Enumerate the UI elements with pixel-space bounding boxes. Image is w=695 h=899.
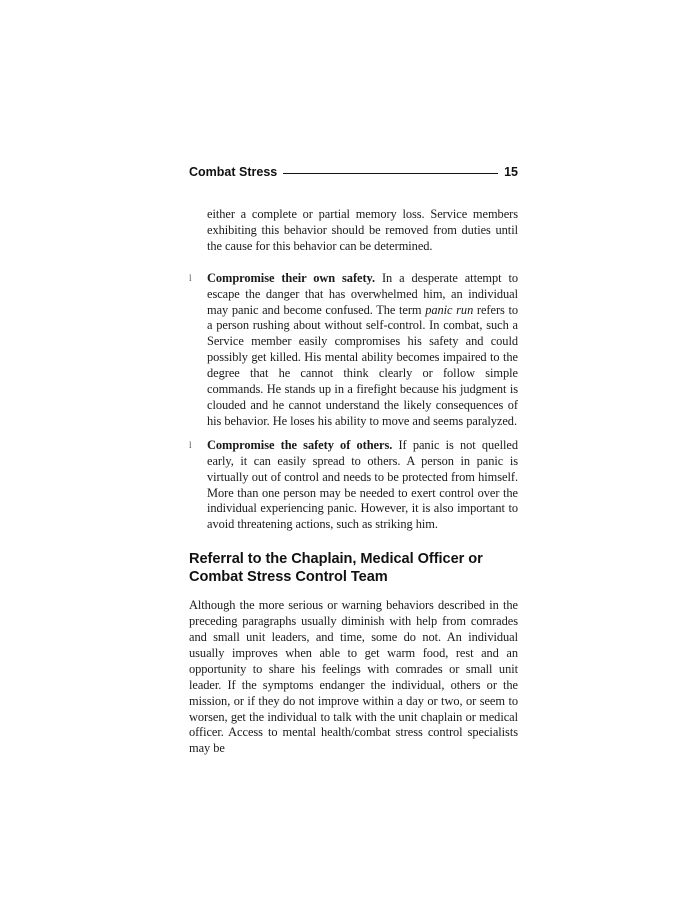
- bullet-item-safety-of-others: [189, 437, 518, 533]
- running-head-rule: [283, 173, 498, 174]
- page-content: [189, 207, 518, 757]
- bullet-text: In a desperate attempt to escape the danger that has overwhelmed him, an individual may panic and become confused. The term: [207, 270, 518, 317]
- bullet-paragraph: [207, 438, 518, 533]
- bullet-text: If panic is not quelled early, it can easily spread to others. A person in panic is virtually out of control and needs to be protected from himself. More than one person may be needed to exert control over the individual experiencing panic. However, it is also important to avoid threatening actions, such as striking him.: [207, 437, 518, 532]
- bullet-italic-term: panic run: [425, 302, 474, 317]
- page-number: 15: [504, 165, 518, 179]
- bullet-text: refers to a person rushing about without self-control. In combat, such a Service member easily compromises his safety and could possibly get killed. His mental ability becomes impaired to the degree that he cannot think clearly or follow simple commands. He stands up in a firefight because his judgment is clouded and he cannot understand the likely consequences of his behavior. He loses his ability to move and seems paralyzed.: [207, 302, 518, 428]
- section-body-paragraph: Although the more serious or warning behaviors described in the preceding paragraphs usually diminish with help from comrades and small unit leaders, and time, some do not. An individual usually improves when able to get warm food, rest and an opportunity to share his feelings with comrades or small unit leader. If the symptoms endanger the individual, others or the mission, or if they do not improve within a day or two, or seem to worsen, get the individual to talk with the unit chaplain or medical officer. Access to mental health/combat stress control specialists may be: [189, 598, 518, 756]
- bullet-marker: l: [189, 272, 192, 283]
- bullet-paragraph: [207, 271, 518, 430]
- section-heading-line2: Combat Stress Control Team: [189, 568, 388, 585]
- section-heading-line1: Referral to the Chaplain, Medical Officer or: [189, 551, 483, 568]
- bullet-marker: l: [189, 439, 192, 450]
- bullet-item-own-safety: [189, 270, 518, 430]
- running-head: [189, 163, 518, 181]
- bullet-lead: Compromise the safety of others.: [207, 437, 393, 452]
- bullet-lead: Compromise their own safety.: [207, 270, 376, 285]
- section-heading: [189, 551, 518, 586]
- continuation-paragraph: either a complete or partial memory loss. Service members exhibiting this behavior should be removed from duties until the cause for this behavior can be determined.: [207, 207, 518, 253]
- running-head-title: Combat Stress: [189, 165, 278, 179]
